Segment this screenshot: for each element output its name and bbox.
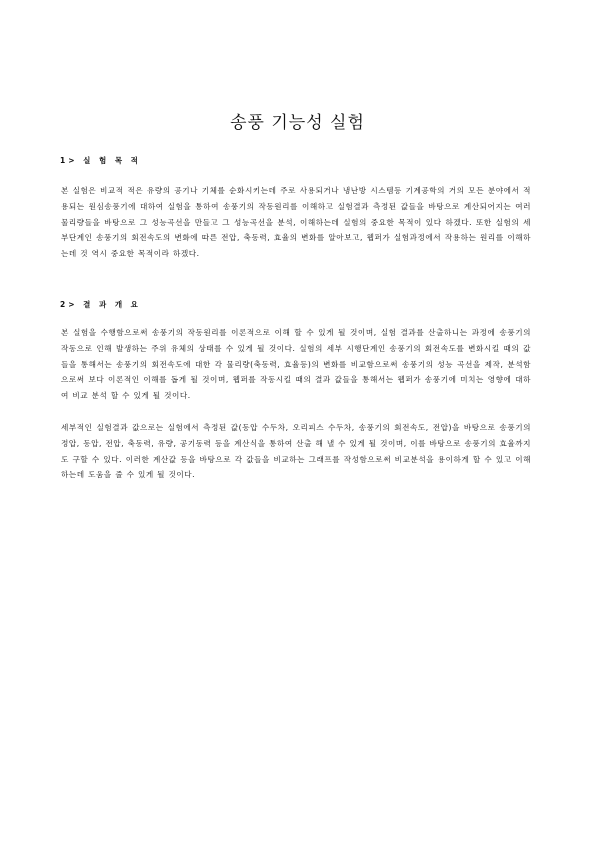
overview-paragraph-2: 세부적인 실험결과 값으로는 실험에서 측정된 값(동압 수두차, 오리피스 수두차, 송풍기의 회전속도, 전압)을 바탕으로 송풍기의 정압, 동압, 전압, 축동력, 유량, 공기동력 등을 계산식을 통하여 산출 해 낼 수 있게 될 것이며, 이를 바탕으로 송풍기의 효율까지도 구할 수 있다. 이러한 계산값 등을 바탕으로 각 값들을 비교하는 그래프를 작성함으로써 비교분석을 용이하게 할 수 있고 이해하는데 도움을 줄 수 있게 될 것이다. — [61, 423, 531, 480]
overview-paragraph-1: 본 실험을 수행함으로써 송풍기의 작동원리를 이론적으로 이해 할 수 있게 될 것이며, 실험 결과를 산출하니는 과정에 송풍기의 작동으로 인해 발생하는 주위 유체의 상태를 수 있게 될 것이다. 실험의 세부 시행단계인 송풍기의 회전속도를 변화시킬 때의 값들을 통해서는 송풍기의 회전속도에 대한 각 물리량(축동력, 효율등)의 변화를 비교함으로써 송풍기의 성능 곡선을 제작, 분석함으로써 보다 이론적인 이해를 돕게 될 것이며, 웹퍼를 작동시킬 때의 결과 값들을 통해서는 웹퍼가 송풍기에 미치는 영향에 대하여 비교 분석 할 수 있게 될 것이다. — [61, 328, 531, 401]
section-heading-purpose: 1> 실 험 목 적 — [60, 156, 141, 165]
section-heading-overview: 2> 결 과 개 요 — [60, 300, 141, 309]
document-title: 송풍 기능성 실험 — [230, 113, 365, 133]
purpose-paragraph: 본 실험은 비교적 적은 유량의 공기나 기체를 순화시키는데 주로 사용되거나 냉난방 시스템등 기계공학의 거의 모든 분야에서 적용되는 원심송풍기에 대하여 실험을 통하여 송풍기의 작동원리를 이해하고 실험결과 측정된 값들을 바탕으로 계산되어지는 여러 물리량들을 바탕으로 그 성능곡선을 만들고 그 성능곡선을 분석, 이해하는데 실험의 중요한 목적이 있다 하겠다. 또한 실험의 세부단계인 송풍기의 회전속도의 변화에 따른 전압, 축동력, 효율의 변화를 알아보고, 웹퍼가 실험과정에서 작용하는 원리를 이해하는데 것 역시 중요한 목적이라 하겠다. — [61, 186, 531, 259]
